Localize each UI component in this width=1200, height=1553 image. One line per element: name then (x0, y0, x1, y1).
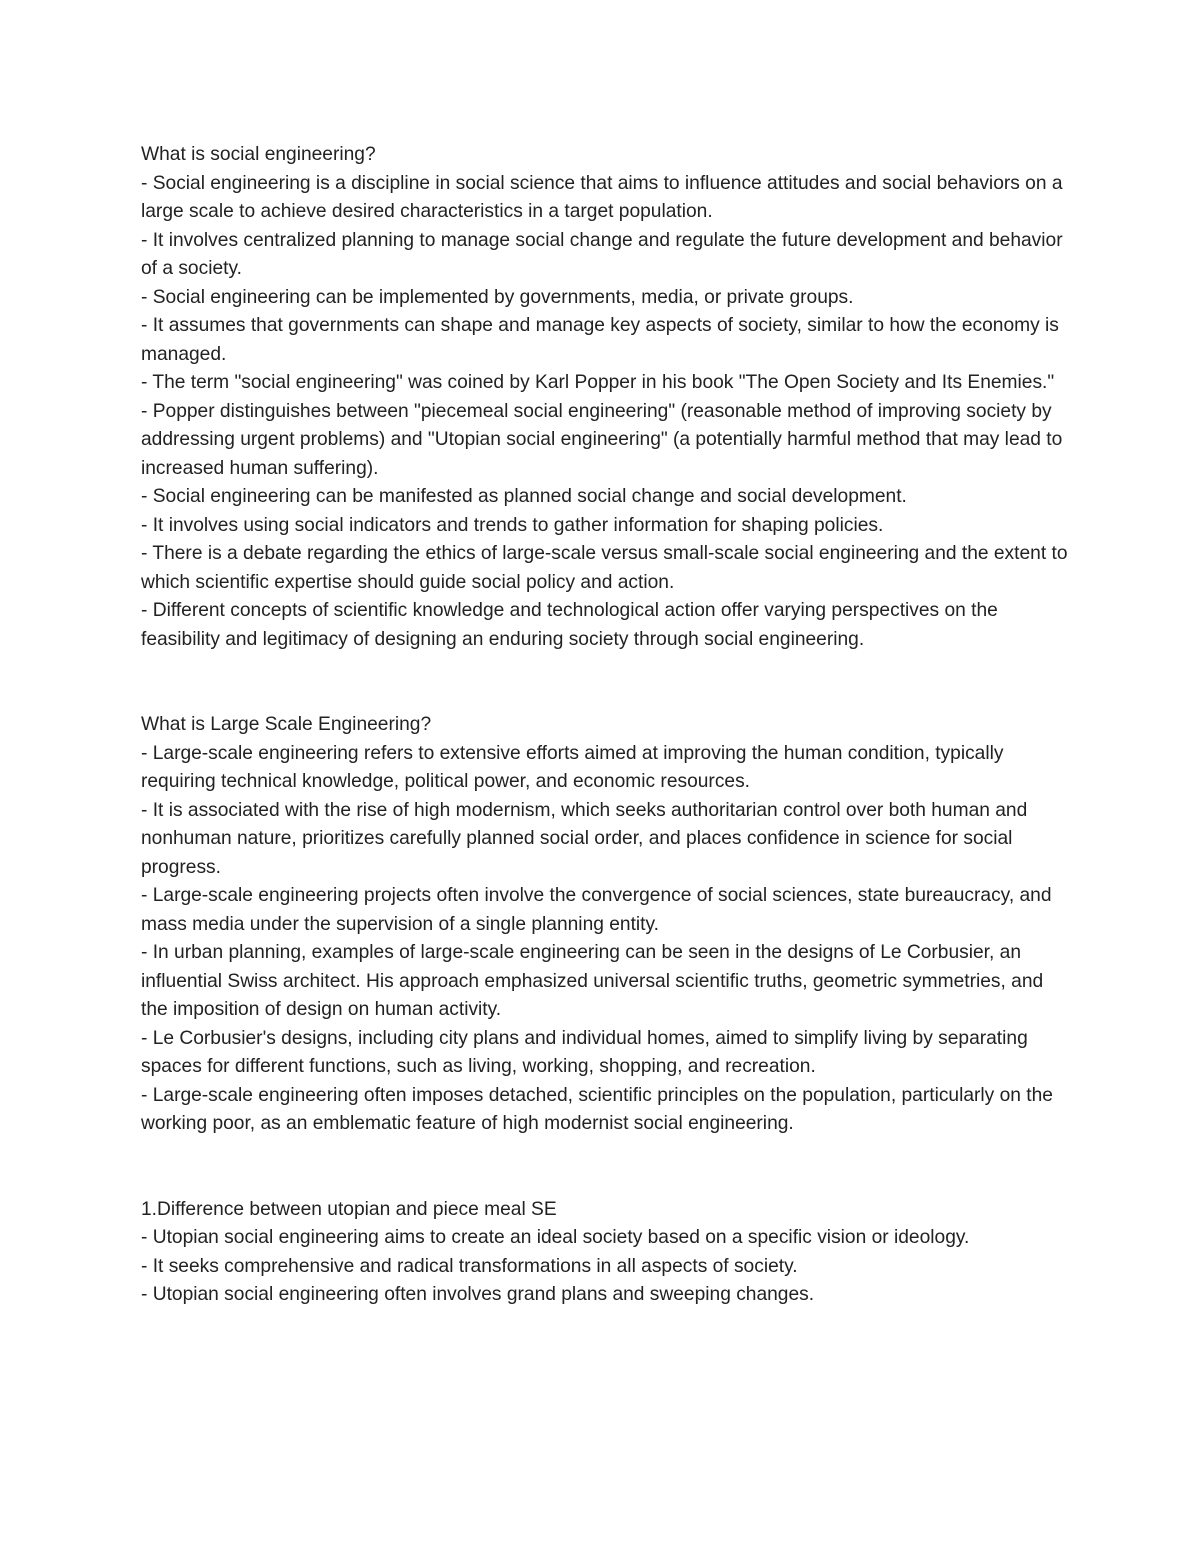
bullet-line: - There is a debate regarding the ethics of large-scale versus small-scale social engineering and the extent to which scientific expertise should guide social policy and action. (141, 543, 1068, 593)
bullet-line: - Social engineering can be implemented by governments, media, or private groups. (141, 286, 854, 308)
bullet-line: - Utopian social engineering aims to create an ideal society based on a specific vision or ideology. (141, 1227, 970, 1248)
bullet-line: - Large-scale engineering refers to extensive efforts aimed at improving the human condition, typically requiring technical knowledge, political power, and economic resources. (141, 742, 1004, 792)
bullet-line: - Large-scale engineering projects often involve the convergence of social sciences, state bureaucracy, and mass media under the supervision of a single planning entity. (141, 885, 1052, 935)
bullet-line: - It seeks comprehensive and radical transformations in all aspects of society. (141, 1255, 798, 1277)
bullet-line: - Social engineering can be manifested as planned social change and social development. (141, 486, 907, 507)
section-title: What is Large Scale Engineering? (141, 714, 432, 735)
section-spacer (141, 654, 1071, 711)
bullet-line: - It involves centralized planning to manage social change and regulate the future development and behavior of a society. (141, 229, 1063, 279)
bullet-line: - Different concepts of scientific knowledge and technological action offer varying perspectives on the feasibility and legitimacy of designing an enduring society through social engineering. (141, 600, 998, 650)
section-large-scale-engineering (141, 711, 1071, 1139)
section-social-engineering (141, 141, 1071, 654)
section-title: 1.Difference between utopian and piece meal SE (141, 1198, 557, 1220)
bullet-line: - Utopian social engineering often involves grand plans and sweeping changes. (141, 1284, 815, 1305)
section-spacer (141, 1139, 1071, 1196)
section-utopian-vs-piecemeal (141, 1196, 1071, 1310)
bullet-line: - Social engineering is a discipline in social science that aims to influence attitudes and social behaviors on a large scale to achieve desired characteristics in a target population. (141, 172, 1063, 222)
bullet-line: - Le Corbusier's designs, including city plans and individual homes, aimed to simplify living by separating spaces for different functions, such as living, working, shopping, and recreation. (141, 1027, 1028, 1077)
bullet-line: - Large-scale engineering often imposes detached, scientific principles on the population, particularly on the working poor, as an emblematic feature of high modernist social engineering. (141, 1084, 1053, 1134)
bullet-line: - It assumes that governments can shape and manage key aspects of society, similar to how the economy is managed. (141, 315, 1059, 365)
bullet-line: - The term "social engineering" was coined by Karl Popper in his book "The Open Society and Its Enemies." (141, 372, 1055, 393)
document-body (141, 141, 1071, 1310)
bullet-line: - It involves using social indicators and trends to gather information for shaping policies. (141, 514, 884, 536)
bullet-line: - Popper distinguishes between "piecemeal social engineering" (reasonable method of improving society by addressing urgent problems) and "Utopian social engineering" (a potentially harmful method that may lead to increased human suffering). (141, 400, 1063, 479)
section-title: What is social engineering? (141, 144, 376, 165)
bullet-line: - It is associated with the rise of high modernism, which seeks authoritarian control over both human and nonhuman nature, prioritizes carefully planned social order, and places confidence in science for social progress. (141, 799, 1028, 878)
bullet-line: - In urban planning, examples of large-scale engineering can be seen in the designs of Le Corbusier, an influential Swiss architect. His approach emphasized universal scientific truths, geometric symmetries, and the imposition of design on human activity. (141, 942, 1044, 1020)
